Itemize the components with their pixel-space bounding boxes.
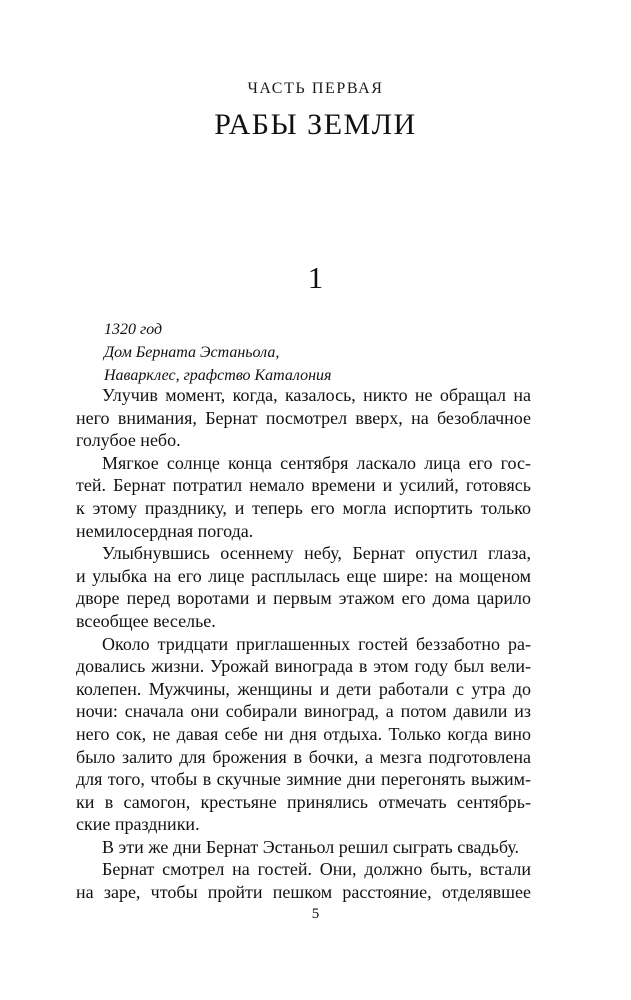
text-line: немилосердная погода. [76,520,254,541]
page-number: 5 [311,906,320,922]
chapter-number: 1 [307,260,324,295]
text-line: на заре, чтобы пройти пешком расстояние, отделявшее [76,882,531,903]
paragraph [76,452,531,542]
part-title: РАБЫ ЗЕМЛИ [214,108,417,141]
text-line: довались жизни. Урожай винограда в этом году был вели- [76,656,531,677]
paragraph [76,542,531,632]
text-line: было залито для брожения в бочки, а мезга подготовлена [76,746,531,767]
text-line: для того, чтобы в скучные зимние дни перегонять выжим- [76,769,531,790]
text-line: всеобщее веселье. [76,610,216,631]
text-line: ночи: сначала они собирали виноград, а потом давили из [76,701,531,722]
epigraph-year: 1320 год [104,321,163,338]
text-line: дворе перед воротами и первым этажом его дома царило [76,588,531,609]
epigraph [104,318,331,387]
text-line: ки в самогон, крестьяне принялись отмечать сентябрь- [76,791,531,812]
text-line: к этому празднику, и теперь его могла испортить только [76,497,531,518]
paragraph [76,836,531,859]
body-text [76,384,531,904]
text-line: и улыбка на его лице расплылась еще шире: на мощеном [76,565,531,586]
paragraph [76,633,531,836]
text-line: Улыбнувшись осеннему небу, Бернат опустил глаза, [102,543,531,564]
text-line: В эти же дни Бернат Эстаньол решил сыграть свадьбу. [102,836,520,857]
paragraph [76,858,531,903]
epigraph-place: Дом Берната Эстаньола, [104,344,280,361]
text-line: Около тридцати приглашенных гостей беззаботно ра- [102,633,531,654]
text-line: него сок, не давая себе ни дня отдыха. Только когда вино [76,723,531,744]
text-line: него внимания, Бернат посмотрел вверх, на безоблачное [76,407,531,428]
text-line: Улучив момент, когда, казалось, никто не обращал на [102,385,531,405]
text-line: тей. Бернат потратил немало времени и усилий, готовясь [76,475,531,496]
text-line: Мягкое солнце конца сентября ласкало лица его гос- [102,452,531,473]
epigraph-region: Наварклес, графство Каталония [104,367,332,384]
part-label: ЧАСТЬ ПЕРВАЯ [247,80,384,97]
text-line: Бернат смотрел на гостей. Они, должно быть, встали [102,859,531,880]
text-line: голубое небо. [76,430,181,451]
text-line: ские праздники. [76,814,200,835]
text-line: колепен. Мужчины, женщины и дети работали с утра до [76,678,531,699]
paragraph [76,384,531,452]
